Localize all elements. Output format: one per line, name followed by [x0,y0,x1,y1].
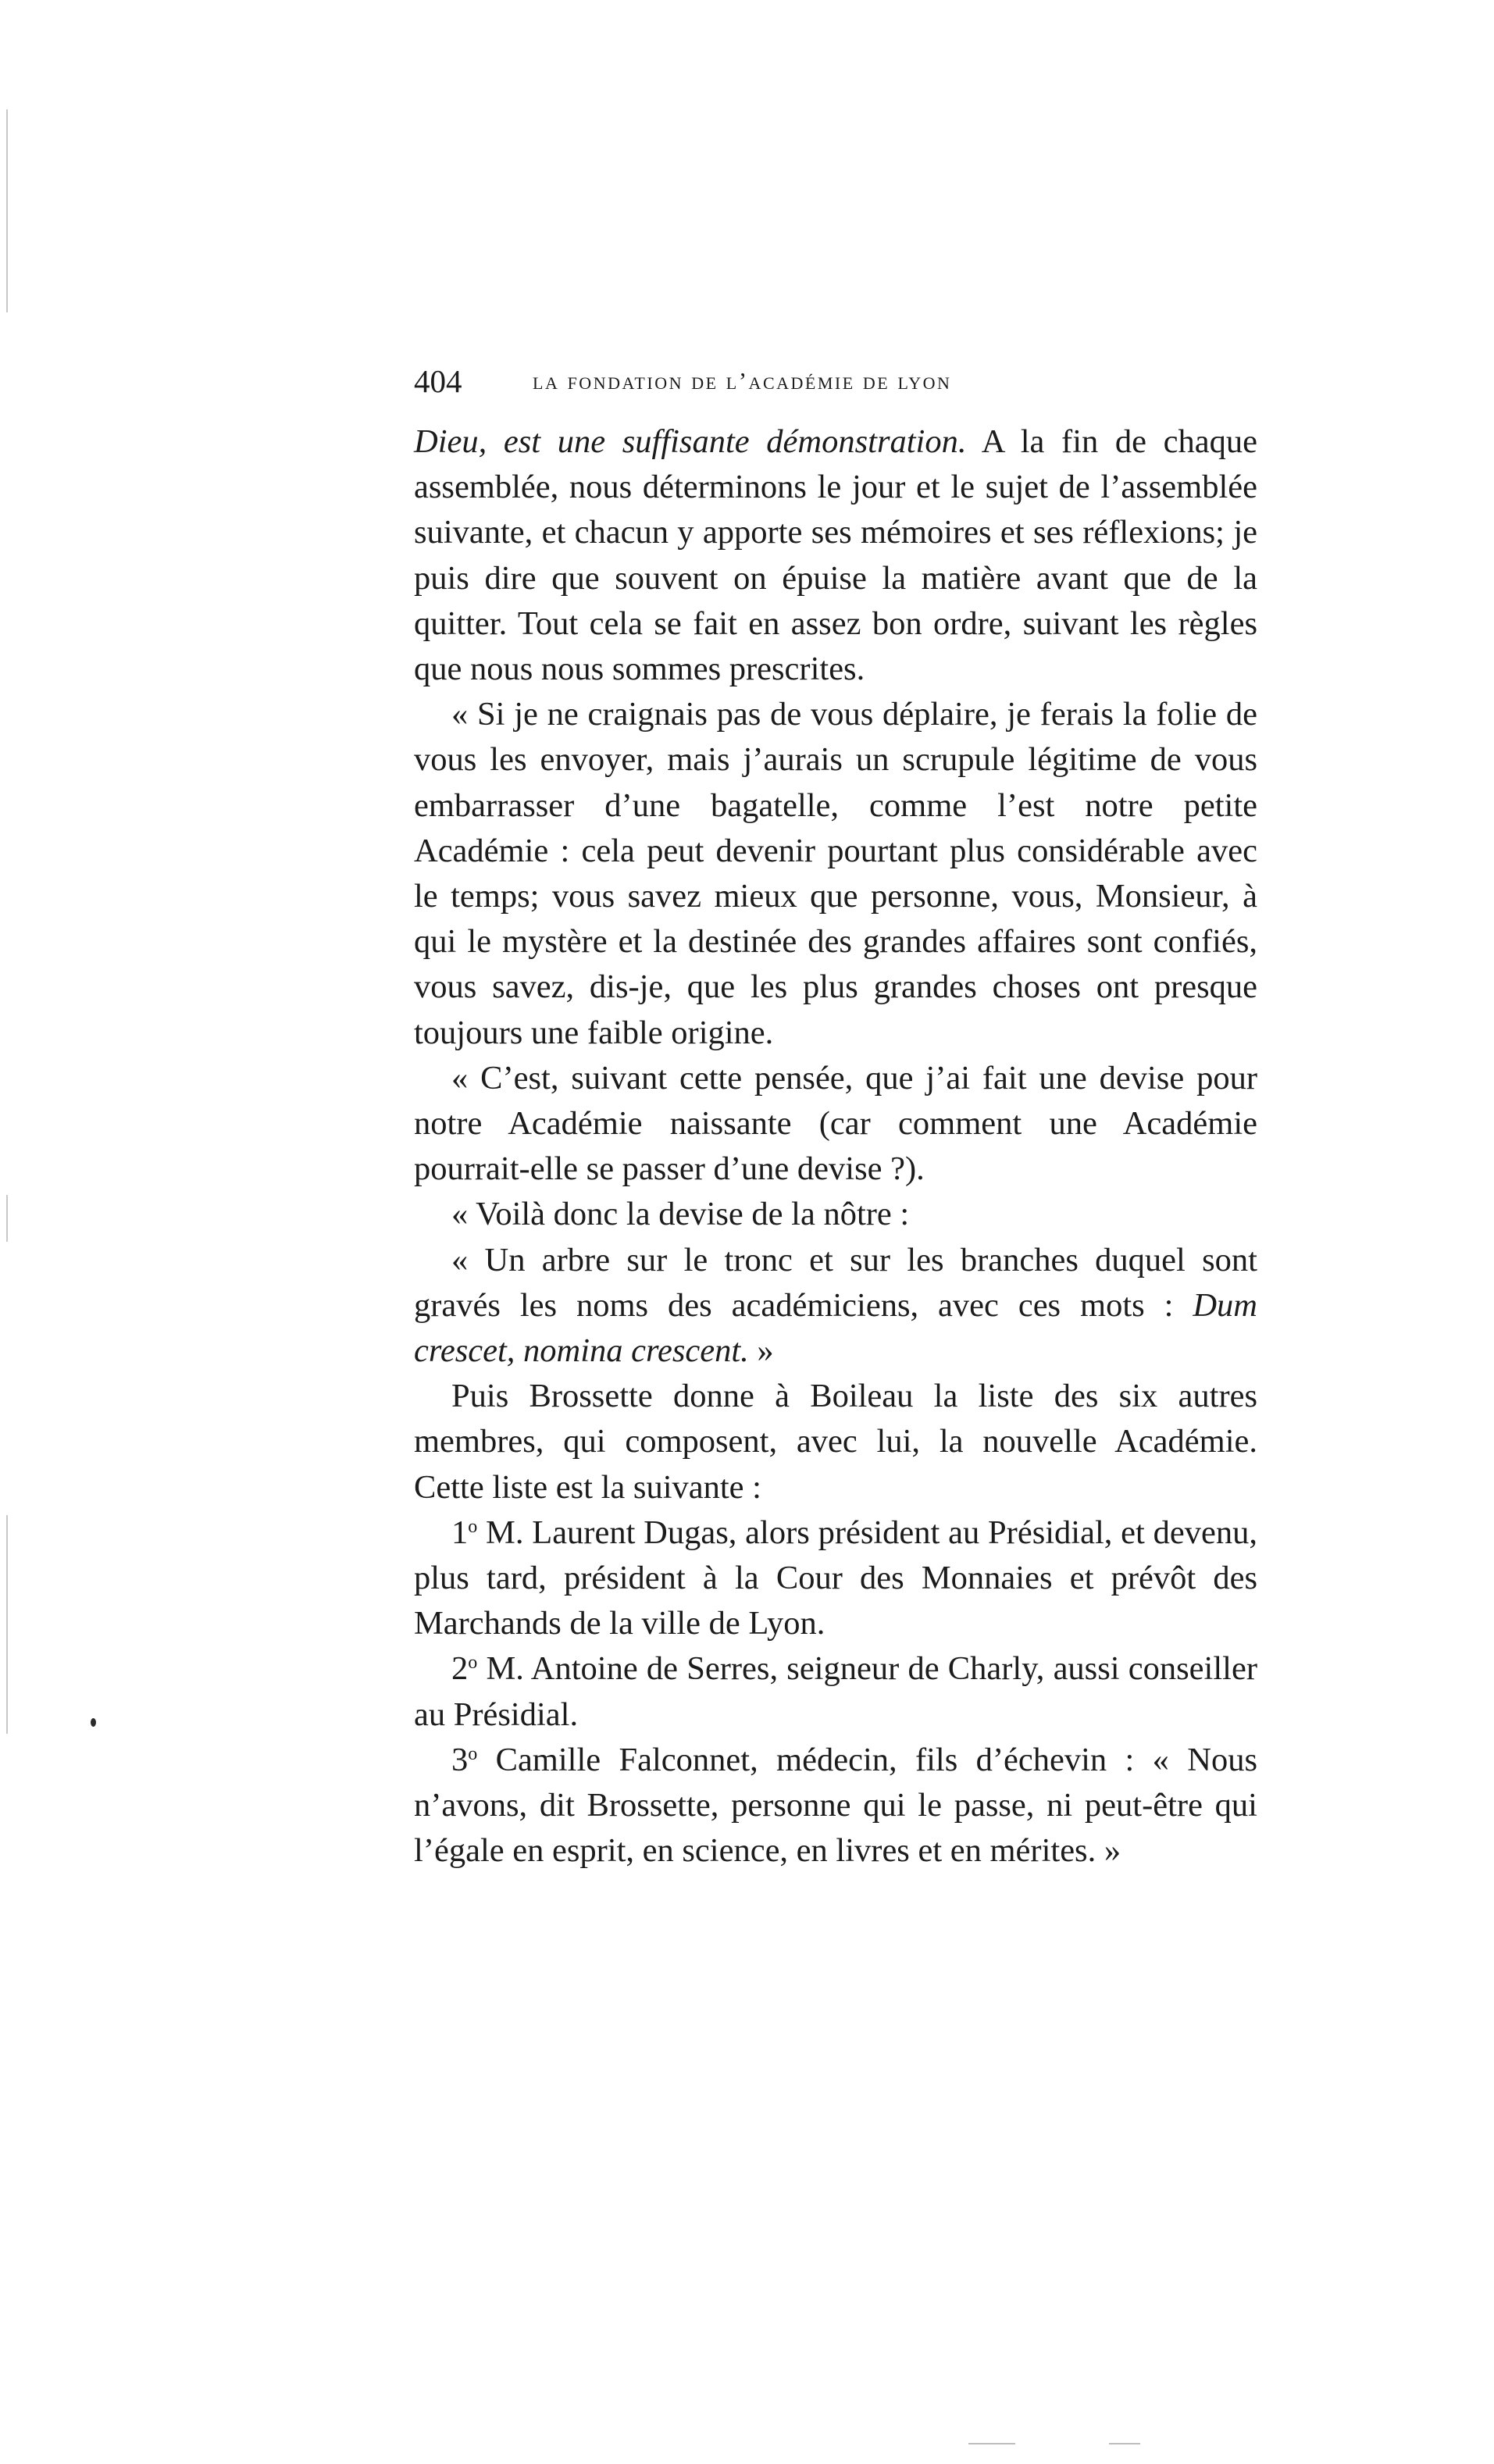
scan-dash-left [968,2443,1015,2444]
paragraph-4: « Voilà donc la devise de la nôtre : [451,1196,910,1233]
body-text [414,419,1257,1874]
paragraph-3: « C’est, suivant cette pensée, que j’ai fait une devise pour notre Académie naissante (car comment une Académie pourrait-elle se passer d’une devise ?). [414,1059,1257,1188]
italic-lead: Dieu, est une suffisante démonstration. [414,423,967,460]
scan-margin-line-mid [6,1195,8,1242]
list-item-3-text: Camille Falconnet, médecin, fils d’échevin : « Nous n’avons, dit Brossette, personne qui le passe, ni peut-être qui l’égale en esprit, en science, en livres et en mérites. » [414,1741,1257,1870]
list-item-1-number: 1 [451,1514,469,1551]
ink-speck [91,1718,96,1727]
running-head [414,361,1257,401]
scan-margin-line-top [6,109,8,312]
paragraph-5-text: « Un arbre sur le tronc et sur les branches duquel sont gravés les noms des académiciens, avec ces mots : [414,1241,1257,1324]
list-item-3 [414,1738,1257,1874]
list-item-3-number: 3 [451,1741,469,1778]
latin-motto: Dum crescet, nomina crescent. [414,1286,1257,1370]
paragraph-2: « Si je ne craignais pas de vous déplaire, je ferais la folie de vous les envoyer, mais j’aurais un scrupule légitime de vous embarrasser d’une bagatelle, comme l’est notre petite Académie : cela peut devenir pourtant plus considérable avec le temps; vous savez mieux que personne, vous, Monsieur, à qui le mystère et la destinée des grandes affaires sont confiés, vous savez, dis-je, que les plus grandes choses ont presque toujours une faible origine. [414,696,1257,1051]
page-number: 404 [414,363,462,399]
paragraph-1 [414,419,1257,692]
list-item-2-text: M. Antoine de Serres, seigneur de Charly, aussi conseiller au Présidial. [414,1650,1257,1733]
running-head-title: la fondation de l’académie de lyon [533,367,952,394]
list-item-1-text: M. Laurent Dugas, alors président au Présidial, et devenu, plus tard, président à la Cour des Monnaies et prévôt des Marchands de la ville de Lyon. [414,1514,1257,1642]
paragraph-5-closing: » [748,1332,774,1370]
list-item-2-number: 2 [451,1650,469,1688]
paragraph-1-text: A la fin de chaque assemblée, nous déterminons le jour et le sujet de l’assemblée suivante, et chacun y apporte ses mémoires et ses réflexions; je puis dire que souvent on épuise la matière avant que de la quitter. Tout cela se fait en assez bon ordre, suivant les règles que nous nous sommes prescrites. [414,423,1257,688]
scan-dash-right [1109,2443,1140,2444]
list-item-2 [414,1646,1257,1737]
list-item-2-degree: o [468,1653,478,1674]
list-item-3-degree: o [468,1743,478,1764]
paragraph-6: Puis Brossette donne à Boileau la liste des six autres membres, qui composent, avec lui, la nouvelle Académie. Cette liste est la suivante : [414,1378,1257,1506]
list-item-1 [414,1510,1257,1647]
paragraph-5 [414,1238,1257,1375]
scan-margin-line-low [6,1515,8,1734]
list-item-1-degree: o [468,1516,478,1537]
